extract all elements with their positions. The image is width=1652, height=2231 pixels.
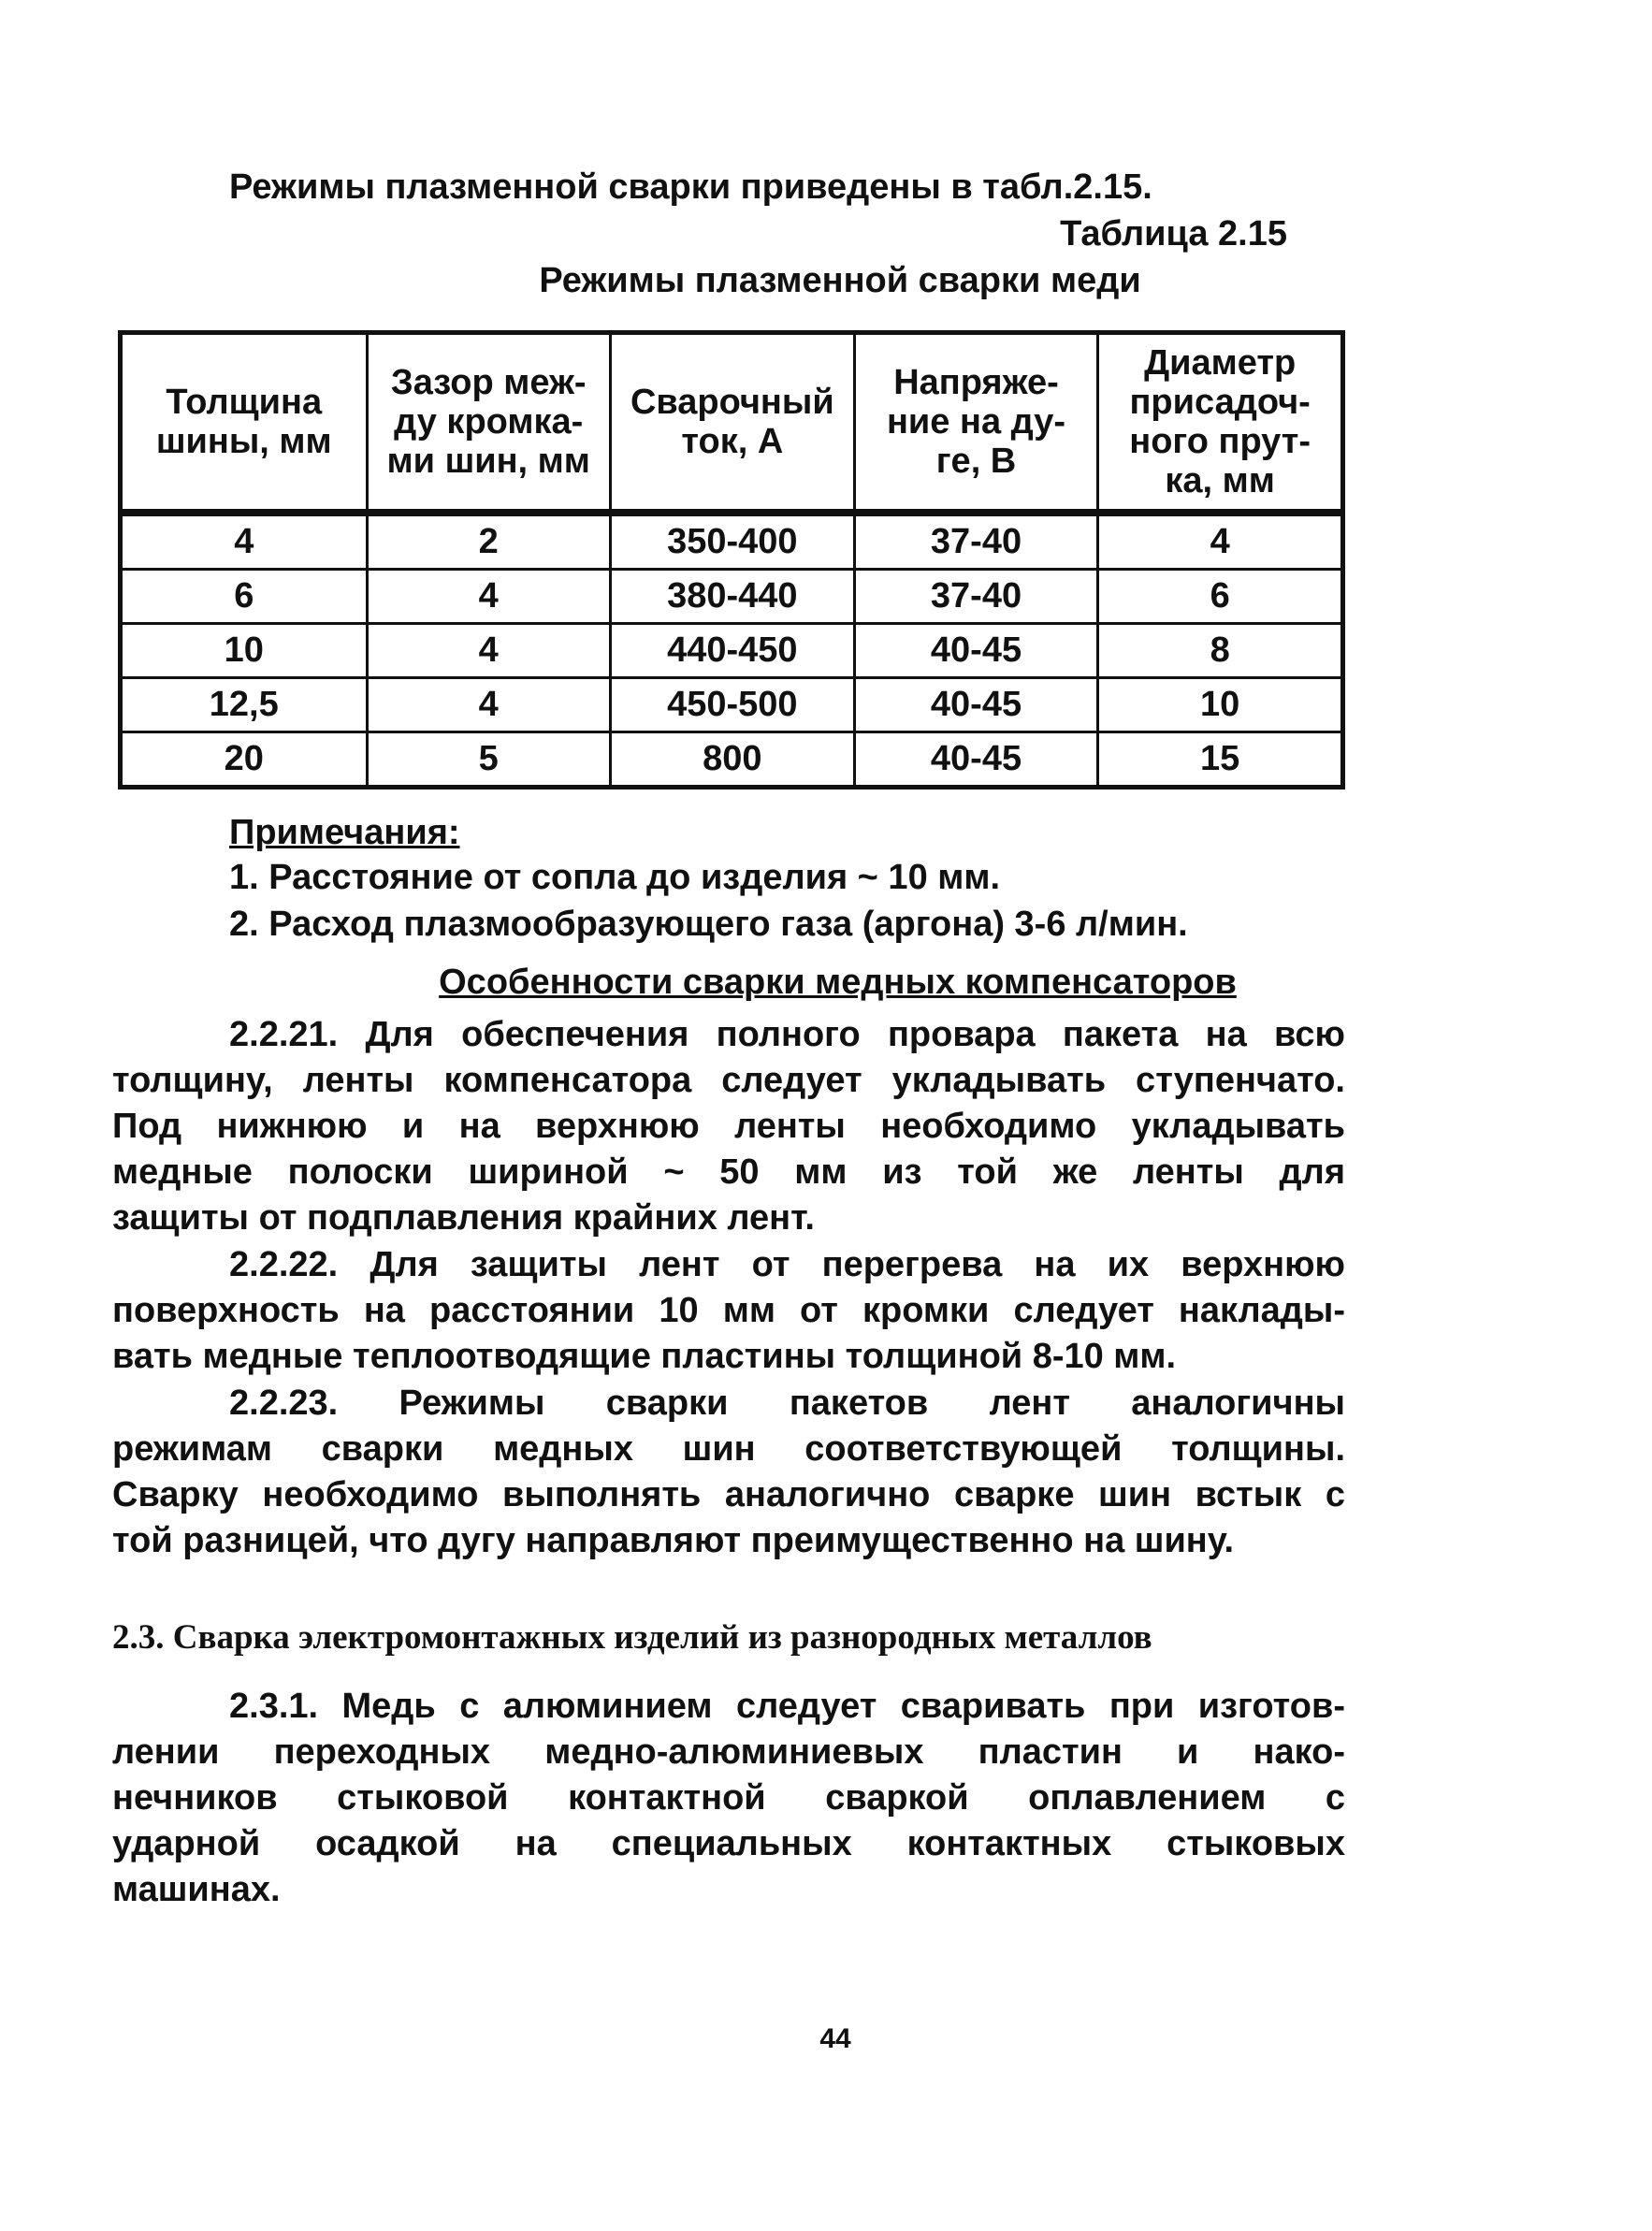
paragraph-line: машинах. (112, 1870, 281, 1909)
table-cell: 380-440 (610, 570, 854, 624)
paragraph-line: 2.3.1. Медь с алюминием следует сваривать при изготов- (229, 1687, 1345, 1726)
table-cell: 4 (121, 513, 368, 570)
table-row (121, 678, 1343, 732)
header-gap (367, 333, 610, 514)
header-rod-diameter (1098, 333, 1343, 514)
subsection-title: Особенности сварки медных компенсаторов (439, 963, 1237, 1002)
table-cell: 6 (1098, 570, 1343, 624)
section-heading: 2.3. Сварка электромонтажных изделий из разнородных металлов (112, 1618, 1152, 1657)
table-cell: 8 (1098, 624, 1343, 678)
header-rod-diameter-label: Диаметр присадоч- ного прут- ка, мм (1129, 343, 1311, 500)
table-cell: 800 (610, 732, 854, 788)
paragraph-line: вать медные теплоотводящие пластины толщиной 8-10 мм. (112, 1337, 1177, 1376)
table-cell: 5 (367, 732, 610, 788)
table-cell: 4 (1098, 513, 1343, 570)
table-cell: 4 (367, 678, 610, 732)
header-voltage (854, 333, 1098, 514)
table-row (121, 624, 1343, 678)
table-cell: 37-40 (854, 570, 1098, 624)
paragraph-line: защиты от подплавления крайних лент. (112, 1198, 815, 1238)
paragraph-line: 2.2.22. Для защиты лент от перегрева на их верхнюю (229, 1245, 1345, 1284)
paragraph-line: лении переходных медно-алюминиевых пластин и нако- (112, 1732, 1345, 1772)
paragraph-2-2-22 (112, 1242, 1345, 1380)
table-cell: 450-500 (610, 678, 854, 732)
table-cell: 10 (121, 624, 368, 678)
intro-line: Режимы плазменной сварки приведены в табл.2.15. (229, 167, 1152, 207)
paragraph-line: нечников стыковой контактной сваркой оплавлением с (112, 1778, 1345, 1818)
header-current-label: Сварочный ток, А (630, 383, 834, 461)
table-cell: 6 (121, 570, 368, 624)
header-gap-label: Зазор меж- ду кромка- ми шин, мм (386, 363, 590, 481)
paragraph-line: Сварку необходимо выполнять аналогично сварке шин встык с (112, 1475, 1345, 1514)
notes-title: Примечания: (229, 813, 460, 852)
paragraph-line: медные полоски шириной ~ 50 мм из той же ленты для (112, 1152, 1345, 1192)
header-current (610, 333, 854, 514)
table-cell: 4 (367, 570, 610, 624)
table-cell: 40-45 (854, 624, 1098, 678)
paragraph-2-2-21 (112, 1012, 1345, 1241)
table-row (121, 513, 1343, 570)
table-row (121, 732, 1343, 788)
note-item: 2. Расход плазмообразующего газа (аргона) 3-6 л/мин. (229, 905, 1188, 944)
paragraph-2-3-1 (112, 1684, 1345, 1913)
table-cell: 4 (367, 624, 610, 678)
table-cell: 40-45 (854, 732, 1098, 788)
paragraph-line: толщину, ленты компенсатора следует укладывать ступенчато. (112, 1061, 1345, 1100)
table-cell: 12,5 (121, 678, 368, 732)
table-cell: 10 (1098, 678, 1343, 732)
table-cell: 440-450 (610, 624, 854, 678)
paragraph-line: 2.2.21. Для обеспечения полного провара пакета на всю (229, 1015, 1345, 1054)
paragraph-line: поверхность на расстоянии 10 мм от кромки следует наклады- (112, 1291, 1345, 1330)
paragraph-line: Под нижнюю и на верхнюю ленты необходимо укладывать (112, 1107, 1345, 1146)
paragraph-line: ударной осадкой на специальных контактных стыковых (112, 1824, 1345, 1863)
table-header-row (121, 333, 1343, 514)
table-cell: 15 (1098, 732, 1343, 788)
paragraph-line: режимам сварки медных шин соответствующей толщины. (112, 1429, 1345, 1469)
table-cell: 37-40 (854, 513, 1098, 570)
paragraph-line: той разницей, что дугу направляют преимущественно на шину. (112, 1521, 1235, 1560)
paragraph-line: 2.2.23. Режимы сварки пакетов лент аналогичны (229, 1384, 1345, 1423)
table-cell: 40-45 (854, 678, 1098, 732)
table-cell: 2 (367, 513, 610, 570)
page-number: 44 (819, 2023, 851, 2054)
paragraph-2-2-23 (112, 1381, 1345, 1564)
table-cell: 20 (121, 732, 368, 788)
header-thickness (121, 333, 368, 514)
note-item: 1. Расстояние от сопла до изделия ~ 10 мм. (229, 858, 1001, 897)
table-row (121, 570, 1343, 624)
welding-regimes-table (118, 330, 1345, 790)
header-voltage-label: Напряже- ние на ду- ге, В (886, 363, 1066, 481)
table-title: Режимы плазменной сварки меди (539, 261, 1141, 300)
header-thickness-label: Толщина шины, мм (155, 383, 332, 461)
table-cell: 350-400 (610, 513, 854, 570)
table-number: Таблица 2.15 (1060, 214, 1287, 254)
